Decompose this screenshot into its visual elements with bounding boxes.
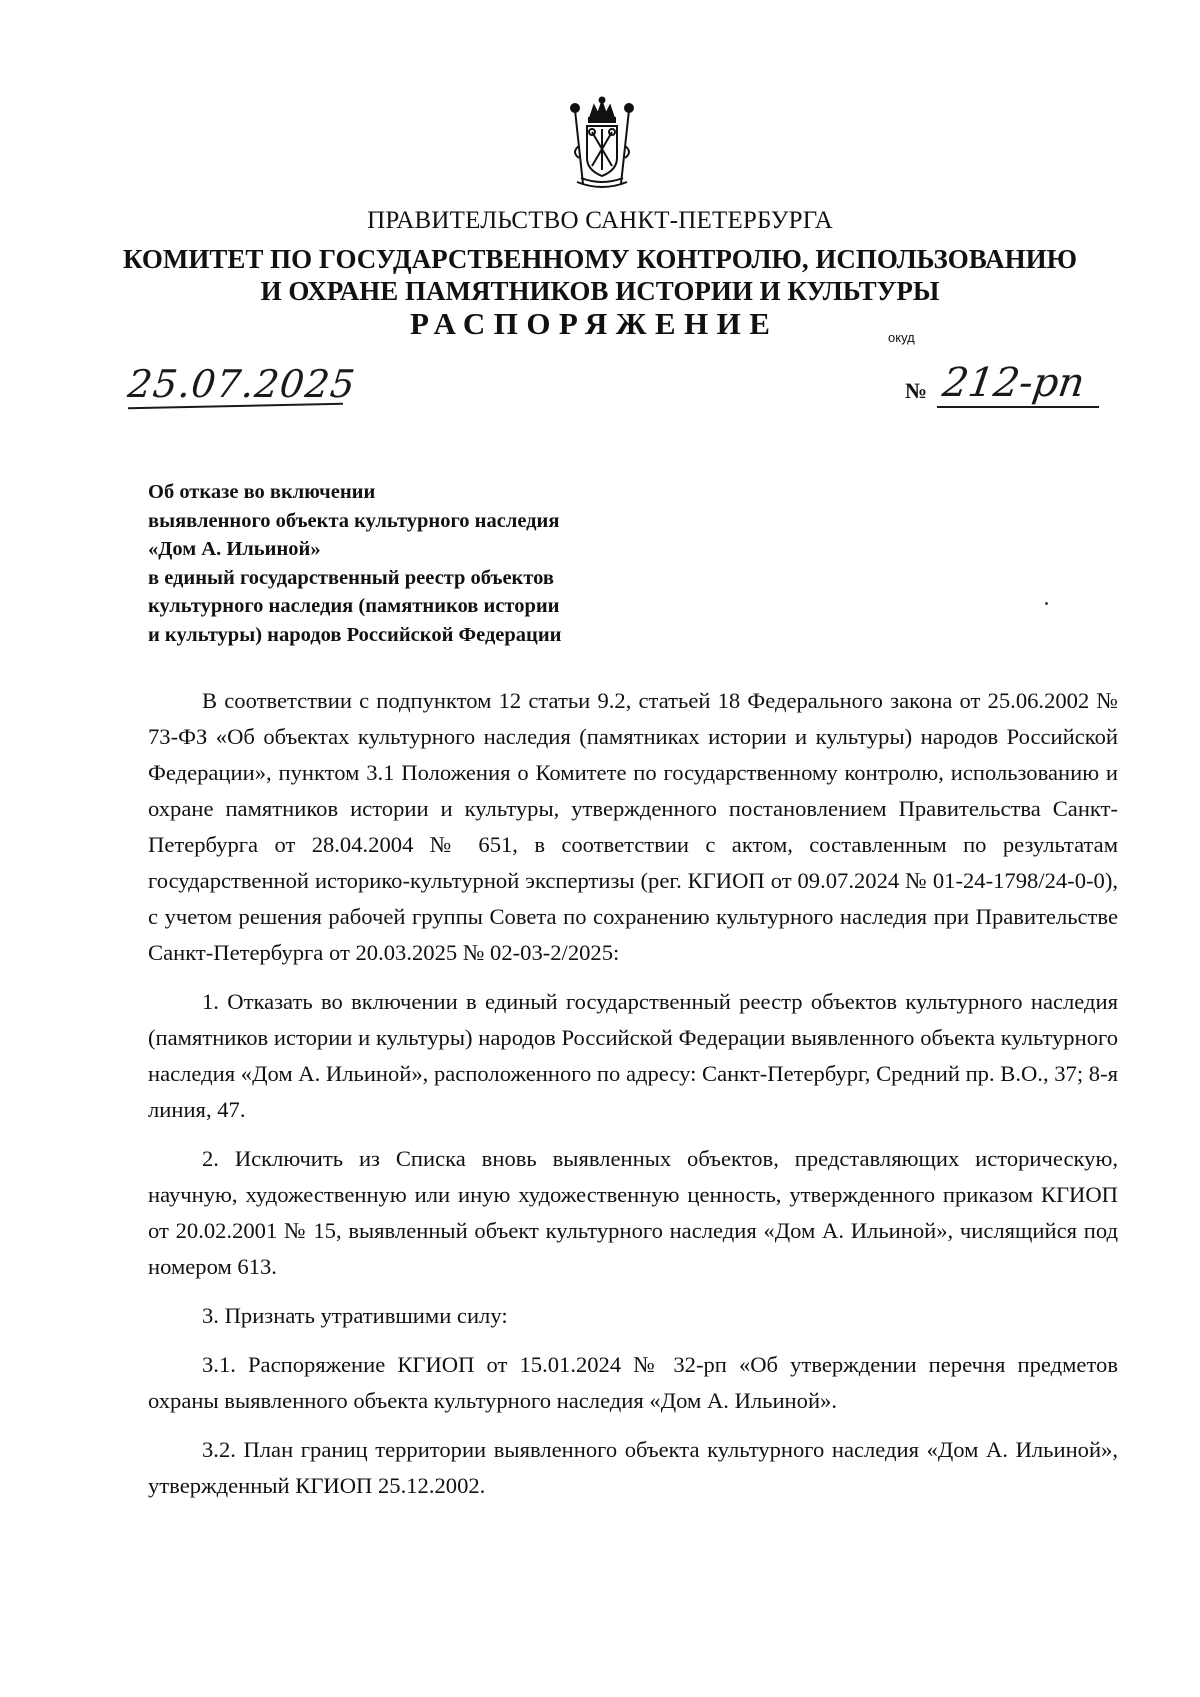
committee-name	[0, 243, 1200, 307]
item-3-1-paragraph: 3.1. Распоряжение КГИОП от 15.01.2024 № 32-рп «Об утверждении перечня предметов охраны выявленного объекта культурного наследия «Дом А. Ильиной».	[148, 1352, 1118, 1413]
handwritten-number: 212-рп	[939, 360, 1088, 406]
item-3-paragraph: 3. Признать утратившими силу:	[202, 1303, 508, 1328]
subject-line: Об отказе во включении	[148, 481, 376, 503]
document-body	[148, 683, 1118, 1517]
subject-line: «Дом А. Ильиной»	[148, 538, 321, 561]
number-sign: №	[905, 378, 928, 403]
committee-line-1: КОМИТЕТ ПО ГОСУДАРСТВЕННОМУ КОНТРОЛЮ, ИСПОЛЬЗОВАНИЮ	[123, 244, 1077, 274]
okud-label: окуд	[888, 330, 915, 345]
subject-line: в единый государственный реестр объектов	[148, 566, 554, 589]
subject-line: выявленного объекта культурного наследия	[148, 509, 560, 532]
saint-petersburg-coat-of-arms-icon	[563, 96, 641, 192]
preamble-paragraph: В соответствии с подпунктом 12 статьи 9.2, статьей 18 Федерального закона от 25.06.2002 № 73-ФЗ «Об объектах культурного наследия (памятниках истории и культуры) народов Российской Федерации», пунктом 3.1 Положения о Комитете по государственному контролю, использованию и охране памятников истории и культуры, утвержденного постановлением Правительства Санкт-Петербурга от 28.04.2004 № 651, в соответствии с актом, составленным по результатам государственной историко-культурной экспертизы (рег. КГИОП от 09.07.2024 № 01-24-1798/24-0-0), с учетом решения рабочей группы Совета по сохранению культурного наследия при Правительстве Санкт-Петербурга от 20.03.2025 № 02-03-2/2025:	[148, 688, 1118, 965]
subject-line: и культуры) народов Российской Федерации	[148, 623, 562, 646]
number-underline	[937, 406, 1099, 408]
handwritten-date: 25.07.2025	[125, 362, 358, 406]
government-name: ПРАВИТЕЛЬСТВО САНКТ-ПЕТЕРБУРГА	[367, 207, 833, 234]
document-type: РАСПОРЯЖЕНИЕ	[410, 306, 779, 341]
item-3-2-paragraph: 3.2. План границ территории выявленного объекта культурного наследия «Дом А. Ильиной», утвержденный КГИОП 25.12.2002.	[148, 1437, 1118, 1498]
scan-speck	[1045, 602, 1048, 605]
item-2-paragraph: 2. Исключить из Списка вновь выявленных объектов, представляющих историческую, научную, художественную или иную художественную ценность, утвержденного приказом КГИОП от 20.02.2001 № 15, выявленный объект культурного наследия «Дом А. Ильиной», числящийся под номером 613.	[148, 1146, 1118, 1279]
document-subject	[148, 478, 708, 650]
item-1-paragraph: 1. Отказать во включении в единый государственный реестр объектов культурного наследия (памятников истории и культуры) народов Российской Федерации выявленного объекта культурного наследия «Дом А. Ильиной», расположенного по адресу: Санкт-Петербург, Средний пр. В.О., 37; 8-я линия, 47.	[148, 989, 1118, 1122]
committee-line-2: И ОХРАНЕ ПАМЯТНИКОВ ИСТОРИИ И КУЛЬТУРЫ	[260, 276, 940, 306]
subject-line: культурного наследия (памятников истории	[148, 595, 560, 618]
